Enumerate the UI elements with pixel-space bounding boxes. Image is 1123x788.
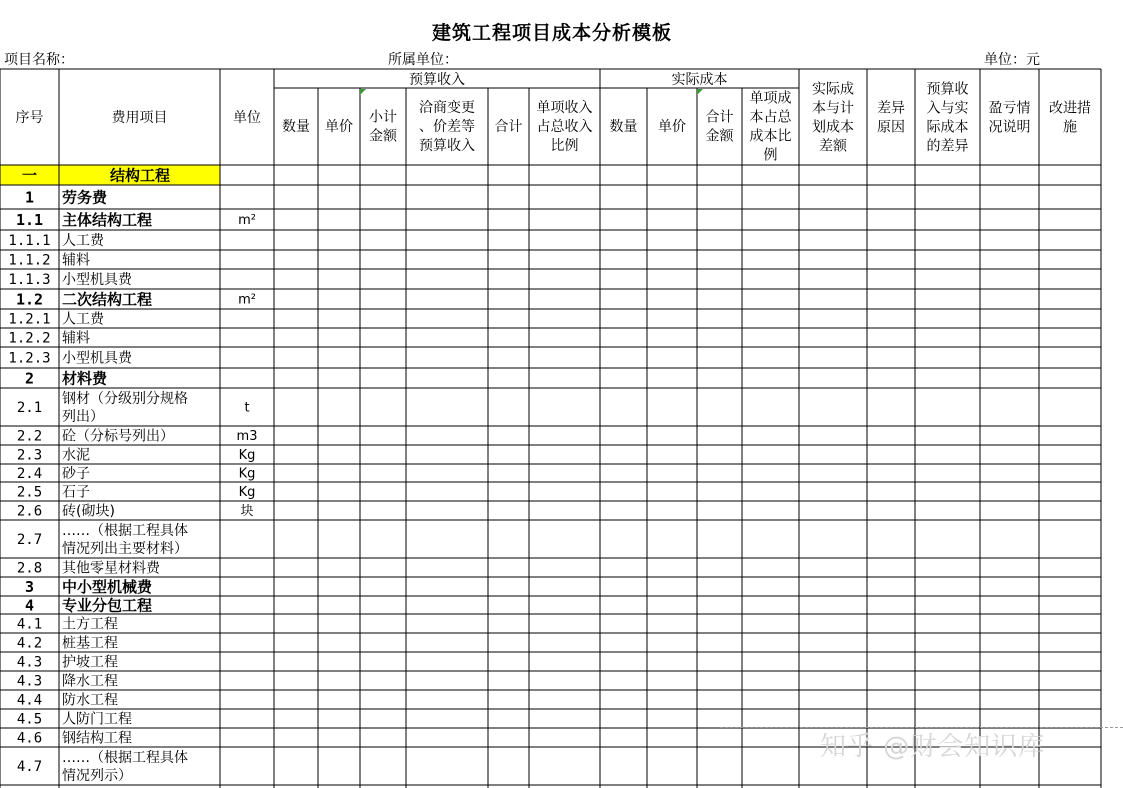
row-unit: m² <box>238 213 256 229</box>
header-actual-ratio: 单项成本占总成本比例 <box>749 90 792 164</box>
row-item: 专业分包工程 <box>62 596 153 615</box>
row-seq: 4.6 <box>16 730 43 747</box>
row-unit: Kg <box>238 485 256 501</box>
row-seq: 4.7 <box>16 759 43 776</box>
header-profit-loss: 盈亏情况说明 <box>988 100 1031 136</box>
row-seq: 1.1.1 <box>8 233 51 250</box>
row-seq: 一 <box>21 166 38 185</box>
header-budget-price: 单价 <box>325 119 353 136</box>
row-item: 水泥 <box>62 447 90 464</box>
row-item: 二次结构工程 <box>62 290 153 309</box>
header-actual-vs-plan: 实际成本与计划成本差额 <box>812 81 854 155</box>
header-improvement: 改进措施 <box>1049 100 1091 136</box>
row-item: 人工费 <box>62 233 104 250</box>
row-seq: 1 <box>24 188 35 207</box>
row-item: 钢结构工程 <box>62 730 132 747</box>
row-item: 石子 <box>62 484 90 501</box>
header-actual-group: 实际成本 <box>671 72 728 89</box>
header-seq: 序号 <box>15 110 44 127</box>
row-seq: 4.4 <box>16 692 43 709</box>
row-unit: t <box>244 400 250 416</box>
header-budget-group: 预算收入 <box>409 72 465 89</box>
row-seq: 2.1 <box>16 400 43 417</box>
row-unit: m3 <box>236 429 258 445</box>
row-item: 砖(砌块) <box>62 503 115 520</box>
row-seq: 4.3 <box>16 673 43 690</box>
row-item: 小型机具费 <box>62 272 132 289</box>
row-item: 其他零星材料费 <box>62 560 160 577</box>
row-seq: 1.2 <box>15 290 44 309</box>
row-item: 小型机具费 <box>62 350 132 367</box>
row-unit: Kg <box>238 466 256 482</box>
row-seq: 2.5 <box>16 484 43 501</box>
row-seq: 4.5 <box>16 711 43 728</box>
row-seq: 1.1.2 <box>8 252 51 269</box>
header-budget-qty: 数量 <box>282 119 310 136</box>
header-budget-subtotal: 小计金额 <box>369 109 397 145</box>
row-item: 辅料 <box>62 252 90 269</box>
row-item: 结构工程 <box>109 166 171 185</box>
header-budget-negotiated: 洽商变更、价差等预算收入 <box>419 100 475 155</box>
header-actual-price: 单价 <box>658 119 686 136</box>
row-item: 钢材（分级别分规格列出） <box>62 391 188 426</box>
header-item: 费用项目 <box>111 110 168 127</box>
row-item: 防水工程 <box>62 692 118 709</box>
row-seq: 4.3 <box>16 654 43 671</box>
row-item: 中小型机械费 <box>62 577 153 596</box>
row-seq: 2.6 <box>16 503 43 520</box>
row-seq: 4.1 <box>16 616 43 633</box>
row-seq: 1.2.2 <box>8 330 51 347</box>
row-item: ……（根据工程具体情况列出主要材料） <box>62 523 188 558</box>
sheet-title: 建筑工程项目成本分析模板 <box>431 22 672 44</box>
header-unit: 单位 <box>233 110 261 127</box>
row-item: 降水工程 <box>62 673 118 690</box>
row-item: ……（根据工程具体情况列示） <box>62 750 188 785</box>
header-actual-total: 合计金额 <box>705 109 734 145</box>
currency-unit-label: 单位：元 <box>984 52 1040 68</box>
cell-comment-marker <box>697 89 703 95</box>
watermark: 知乎 @财会知识库 <box>820 732 1046 762</box>
header-budget-ratio: 单项收入占总收入比例 <box>536 100 593 155</box>
row-item: 主体结构工程 <box>62 210 153 229</box>
row-unit: Kg <box>238 448 256 464</box>
header-variance-reason: 差异原因 <box>877 100 905 136</box>
row-seq: 2.4 <box>16 466 43 483</box>
row-seq: 1.1 <box>15 210 44 229</box>
row-seq: 2.2 <box>16 428 43 445</box>
header-budget-total: 合计 <box>494 119 523 136</box>
row-seq: 4 <box>24 596 35 615</box>
unit-owner-label: 所属单位： <box>388 52 458 68</box>
row-unit: 块 <box>240 504 254 520</box>
row-seq: 1.2.3 <box>8 350 51 367</box>
row-seq: 3 <box>24 577 35 596</box>
cell-comment-marker <box>360 89 366 95</box>
header-budget-vs-actual: 预算收入与实际成本的差异 <box>926 81 969 155</box>
header-actual-qty: 数量 <box>609 119 638 136</box>
row-seq: 4.2 <box>16 635 43 652</box>
row-item: 材料费 <box>62 369 108 388</box>
row-item: 土方工程 <box>62 616 118 633</box>
row-item: 护坡工程 <box>62 654 118 671</box>
row-seq: 2.8 <box>16 560 43 577</box>
row-item: 辅料 <box>62 330 90 347</box>
row-item: 人防门工程 <box>62 711 132 728</box>
row-seq: 2 <box>24 369 35 388</box>
row-seq: 2.7 <box>16 532 43 549</box>
project-name-label: 项目名称： <box>4 52 74 68</box>
row-item: 劳务费 <box>62 188 108 207</box>
row-unit: m² <box>238 292 256 308</box>
row-item: 砼（分标号列出） <box>62 428 174 445</box>
row-seq: 1.1.3 <box>8 272 51 289</box>
row-item: 砂子 <box>62 466 90 483</box>
row-seq: 2.3 <box>16 447 43 464</box>
row-item: 桩基工程 <box>62 635 118 652</box>
row-seq: 1.2.1 <box>8 311 51 328</box>
row-item: 人工费 <box>62 311 104 328</box>
